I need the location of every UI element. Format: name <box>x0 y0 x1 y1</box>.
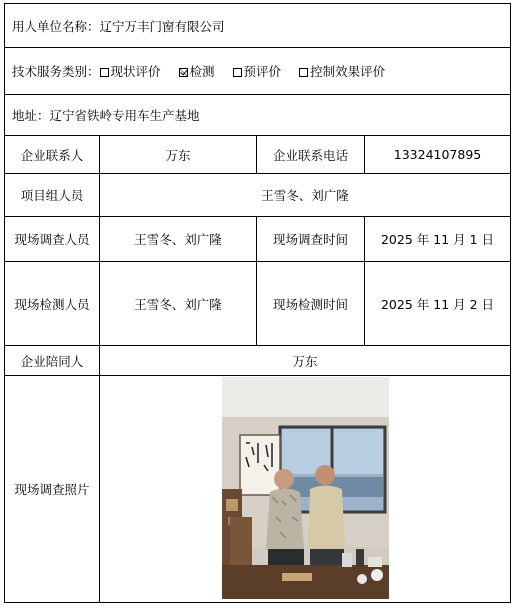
escort-label: 企业陪同人 <box>5 346 100 376</box>
contact-row <box>5 136 511 174</box>
service-record-form <box>4 3 511 603</box>
survey-row <box>5 217 511 262</box>
testing-time-value: 2025 年 11 月 2 日 <box>365 262 511 346</box>
testing-row <box>5 262 511 346</box>
checkbox-icon[interactable] <box>299 68 308 77</box>
option-pre-evaluation[interactable]: 预评价 <box>233 64 282 79</box>
site-survey-photo <box>222 377 389 599</box>
option-status-evaluation[interactable]: 现状评价 <box>100 64 161 79</box>
option-control-effect-evaluation[interactable]: 控制效果评价 <box>299 64 385 79</box>
survey-staff-value: 王雪冬、刘广隆 <box>100 217 257 262</box>
project-team-value: 王雪冬、刘广隆 <box>100 174 511 217</box>
employer-cell <box>5 4 511 48</box>
checkbox-icon[interactable] <box>100 68 109 77</box>
survey-time-label: 现场调查时间 <box>257 217 365 262</box>
phone-value: 13324107895 <box>365 136 511 174</box>
service-type-label: 技术服务类别： <box>12 64 100 79</box>
checked-checkbox-icon[interactable] <box>179 68 188 77</box>
testing-time-label: 现场检测时间 <box>257 262 365 346</box>
escort-row <box>5 346 511 376</box>
survey-time-value: 2025 年 11 月 1 日 <box>365 217 511 262</box>
contact-label: 企业联系人 <box>5 136 100 174</box>
option-testing[interactable]: 检测 <box>179 64 215 79</box>
project-team-label: 项目组人员 <box>5 174 100 217</box>
testing-staff-value: 王雪冬、刘广隆 <box>100 262 257 346</box>
address-value: 辽宁省铁岭专用车生产基地 <box>49 108 200 123</box>
checkbox-icon[interactable] <box>233 68 242 77</box>
escort-value: 万东 <box>100 346 511 376</box>
address-row <box>5 95 511 136</box>
employer-row <box>5 4 511 48</box>
photo-label: 现场调查照片 <box>5 376 100 603</box>
photo-cell <box>100 376 511 603</box>
address-cell <box>5 95 511 136</box>
project-team-row <box>5 174 511 217</box>
survey-staff-label: 现场调查人员 <box>5 217 100 262</box>
employer-label: 用人单位名称： <box>12 18 100 34</box>
address-label: 地址： <box>12 108 50 123</box>
contact-name: 万东 <box>100 136 257 174</box>
service-type-cell <box>5 48 511 95</box>
phone-label: 企业联系电话 <box>257 136 365 174</box>
service-type-row <box>5 48 511 95</box>
testing-staff-label: 现场检测人员 <box>5 262 100 346</box>
photo-row <box>5 376 511 603</box>
employer-name: 辽宁万丰门窗有限公司 <box>99 18 225 34</box>
photo-illustration <box>222 377 389 599</box>
